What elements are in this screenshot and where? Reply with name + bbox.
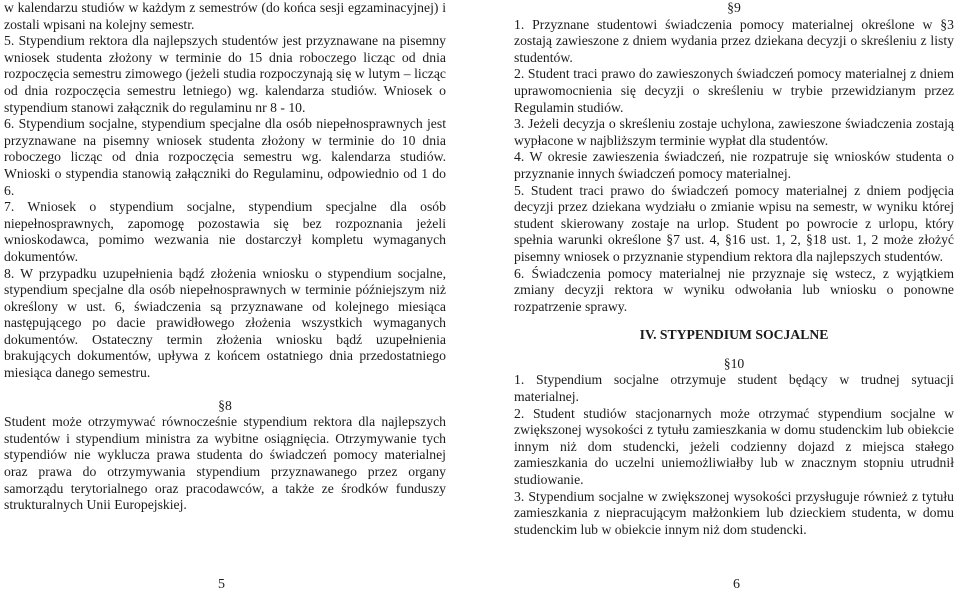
- page-number-right: 6: [733, 577, 740, 592]
- section-9-heading: §9: [727, 0, 741, 15]
- paragraph-intro: w kalendarzu studiów w każdym z semestrów (do końca sesji egzaminacyjnej) i zostali wpisani na kolejny semestr.: [4, 0, 446, 32]
- section-10-item-2: 2. Student studiów stacjonarnych może otrzymać stypendium socjalne w zwiększonej wysokości z tytułu zamieszkania w domu studenckim lub obiekcie innym niż dom studencki, jeżeli codzienny dojazd z miejsca stałego zamieszkania do uczelni uniemożliwiałby lub w znacznym stopniu utrudnił studiowanie.: [514, 405, 954, 488]
- paragraph-7: 7. Wniosek o stypendium socjalne, stypendium specjalne dla osób niepełnosprawnych, zapomogę pozostawia się bez rozpoznania jeżeli wnioskodawca, pomimo wezwania nie dostarczył kompletu wymaganych dokumentów.: [4, 199, 446, 264]
- right-column: [514, 0, 954, 538]
- chapter-heading: IV. STYPENDIUM SOCJALNE: [639, 327, 829, 343]
- section-9-item-2: 2. Student traci prawo do zawieszonych świadczeń pomocy materialnej z dniem uprawomocnienia się decyzji o skreśleniu w trybie przewidzianym przez Regulamin studiów.: [514, 66, 954, 115]
- section-9-item-1: 1. Przyznane studentowi świadczenia pomocy materialnej określone w §3 zostają zawieszone z dniem wydania przez dziekana decyzji o skreśleniu z listy studentów.: [514, 16, 954, 65]
- paragraph-6: 6. Stypendium socjalne, stypendium specjalne dla osób niepełnosprawnych jest przyznawane na pisemny wniosek studenta złożony w terminie do 10 dnia roboczego licząc od dnia rozpoczęcia semestru wg. kalendarza studiów. Wnioski o stypendia stanowią załączniki do Regulaminu, odpowiednio od 1 do 6.: [4, 116, 446, 198]
- spacer: [514, 344, 954, 356]
- section-10-heading: §10: [723, 355, 745, 371]
- section-9-item-4: 4. W okresie zawieszenia świadczeń, nie rozpatruje się wniosków studenta o przyznanie innych świadczeń pomocy materialnej.: [514, 149, 954, 181]
- spacer: [4, 382, 446, 398]
- page-number-left: 5: [218, 577, 225, 592]
- section-9-item-6: 6. Świadczenia pomocy materialnej nie przyznaje się wstecz, z wyjątkiem zmiany decyzji rektora w wyniku odwołania lub wniosku o ponowne rozpatrzenie sprawy.: [514, 265, 954, 314]
- section-9-item-3: 3. Jeżeli decyzja o skreśleniu zostaje uchylona, zawieszone świadczenia zostają wypłacone w najbliższym terminie wypłat dla studentów.: [514, 116, 954, 148]
- section-10-item-3: 3. Stypendium socjalne w zwiększonej wysokości przysługuje również z tytułu zamieszkania z niepracującym małżonkiem lub dzieckiem studenta, w domu studenckim lub w obiekcie innym niż dom studencki.: [514, 488, 954, 537]
- paragraph-8: 8. W przypadku uzupełnienia bądź złożenia wniosku o stypendium socjalne, stypendium specjalne dla osób niepełnosprawnych w terminie późniejszym niż określony w ust. 6, świadczenia są przyznawane od kolejnego miesiąca następującego po dacie prawidłowego złożenia wszystkich wymaganych dokumentów. Ostateczny termin złożenia wniosku bądź uzupełnienia brakujących dokumentów, upływa z końcem ostatniego dnia przedostatniego miesiąca danego semestru.: [4, 265, 446, 381]
- left-column: [4, 0, 446, 514]
- section-8-heading: §8: [218, 397, 232, 413]
- section-10-item-1: 1. Stypendium socjalne otrzymuje student będący w trudnej sytuacji materialnej.: [514, 372, 954, 405]
- spacer: [514, 315, 954, 327]
- section-9-item-5: 5. Student traci prawo do świadczeń pomocy materialnej z dniem podjęcia decyzji przez dziekana wydziału o zmianie wpisu na semestr, w wyniku której student skierowany zostaje na urlop. Student po powrocie z urlopu, który spełnia warunki określone §7 ust. 4, §16 ust. 1, 2, §18 ust. 1, 2 może złożyć pisemny wniosek o przyznanie stypendium rektora dla najlepszych studentów.: [514, 182, 954, 264]
- section-8-text: Student może otrzymywać równocześnie stypendium rektora dla najlepszych studentów i stypendium ministra za wybitne osiągnięcia. Otrzymywanie tych stypendiów nie wyklucza prawa studenta do świadczeń pomocy materialnej oraz prawa do otrzymywania stypendium przyznawanego przez organy samorządu terytorialnego oraz pracodawców, a także ze środków funduszy strukturalnych Unii Europejskiej.: [4, 414, 446, 513]
- paragraph-5: 5. Stypendium rektora dla najlepszych studentów jest przyznawane na pisemny wniosek studenta złożony w terminie do 15 dnia roboczego licząc od dnia rozpoczęcia semestru zimowego (jeżeli studia rozpoczynają się w lutym – licząc od dnia rozpoczęcia semestru letniego) wg. kalendarza studiów. Wniosek o stypendium stanowi załącznik do regulaminu nr 8 - 10.: [4, 33, 446, 115]
